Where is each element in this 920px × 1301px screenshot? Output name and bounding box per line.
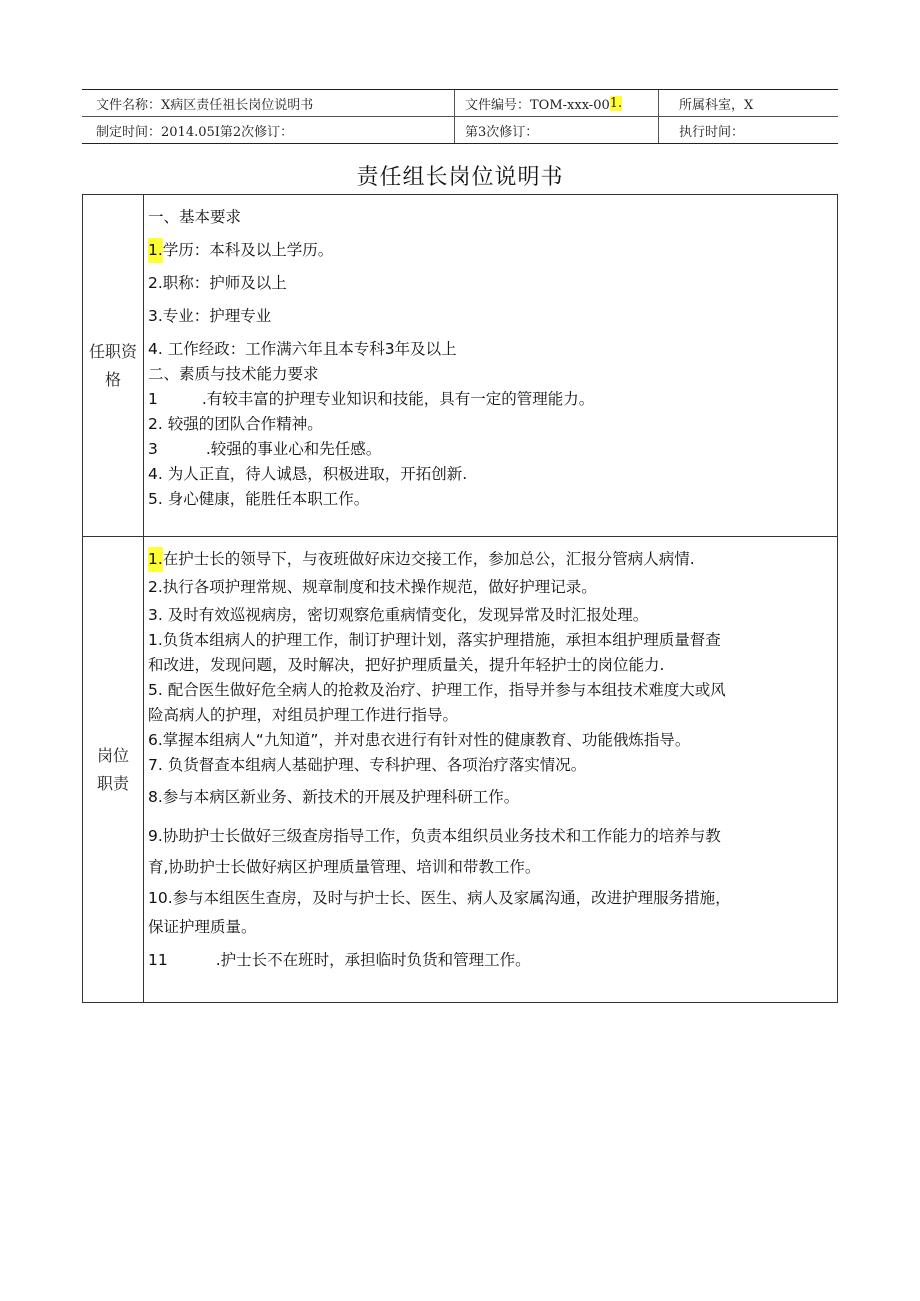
duties-line <box>148 678 837 703</box>
line-number: 1. <box>148 547 163 572</box>
duties-label-line1: 岗位 <box>96 745 129 765</box>
line-text: 负货本组病人的护理工作，制订护理计划，落实护理措施，承担本组护理质量督查 <box>162 631 721 649</box>
qualification-content <box>144 195 838 537</box>
line-text: 掌握本组病人“九知道”，并对患衣进行有针对性的健康教育、功能俄炼指导。 <box>162 731 691 749</box>
duties-line <box>148 753 837 778</box>
qualification-line <box>148 462 837 487</box>
line-number: 4. <box>148 340 163 358</box>
duties-line <box>148 785 837 810</box>
duties-label <box>83 537 144 1003</box>
line-text: 参与本组医生查房，及时与护士长、医生、病人及家属沟通，改进护理服务措施， <box>172 889 731 907</box>
line-text: 负货督查本组病人基础护理、专科护理、各项治疗落实情况。 <box>162 756 587 774</box>
file-number-highlight: 1. <box>609 95 623 111</box>
duties-label-line2: 职责 <box>96 773 129 793</box>
file-number <box>454 90 658 116</box>
line-number: 7. <box>148 756 163 774</box>
line-text: 较强的团队合作精神。 <box>162 415 323 433</box>
duties-content <box>144 537 838 1003</box>
duties-line <box>148 728 837 753</box>
line-text: 险高病人的护理，对组员护理工作进行指导。 <box>148 706 459 724</box>
line-number: 10. <box>148 889 173 907</box>
line-text: 协助护士长做好三级查房指导工作，负责本组织员业务技术和工作能力的培养与教 <box>162 827 721 845</box>
line-text: 及时有效巡视病房，密切观察危重病情变化，发现异常及时汇报处理。 <box>162 606 649 624</box>
line-number: 1. <box>148 238 163 263</box>
duties-line <box>148 948 837 973</box>
duties-line <box>148 703 837 728</box>
line-text: 工作经政：工作满六年且本专科3年及以上 <box>162 340 457 358</box>
qualification-line <box>148 487 837 512</box>
line-number: 2. <box>148 415 163 433</box>
qualification-line <box>148 238 837 263</box>
duties-line <box>148 653 837 678</box>
duties-line <box>148 915 837 940</box>
qualification-lines <box>148 205 837 512</box>
file-name: 文件名称：X病区责任祖长岗位说明书 <box>96 97 314 113</box>
header-row-2 <box>82 116 838 143</box>
line-text: 为人正直，待人诚恳，积极进取，开拓创新. <box>162 465 468 483</box>
line-text: .护士长不在班时，承担临时负货和管理工作。 <box>215 951 531 969</box>
line-number: 8. <box>148 788 163 806</box>
line-number: 2. <box>148 274 163 292</box>
duties-row <box>83 537 838 1003</box>
made-time: 制定时间：2014.05I第2次修订： <box>96 124 294 140</box>
qualification-line <box>148 304 837 329</box>
line-number: 3. <box>148 606 163 624</box>
qualification-row <box>83 195 838 537</box>
duties-lines <box>148 547 837 973</box>
duties-line <box>148 824 837 849</box>
qualification-label-line2: 格 <box>104 369 121 389</box>
line-number: 3 <box>148 440 158 458</box>
duties-line <box>148 575 837 600</box>
qualification-line <box>148 205 837 230</box>
line-text: 配合医生做好危全病人的抢救及治疗、护理工作，指导并参与本组技术难度大或风 <box>162 681 726 699</box>
line-number: 3. <box>148 307 163 325</box>
qualification-label <box>83 195 144 537</box>
line-text: 学历：本科及以上学历。 <box>162 241 334 259</box>
line-text: 二、素质与技术能力要求 <box>148 365 319 383</box>
qualification-line <box>148 387 837 412</box>
line-number: 9. <box>148 827 163 845</box>
document-header <box>82 89 838 144</box>
qualification-line <box>148 337 837 362</box>
line-text: 一、基本要求 <box>148 208 242 226</box>
duties-line <box>148 855 837 880</box>
qualification-line <box>148 362 837 387</box>
execution-time: 执行时间： <box>658 117 838 143</box>
line-text: .较强的事业心和先任感。 <box>205 440 382 458</box>
line-text: .有较丰富的护理专业知识和技能，具有一定的管理能力。 <box>201 390 595 408</box>
qualification-line <box>148 437 837 462</box>
qualification-line <box>148 271 837 296</box>
document-title: 责任组长岗位说明书 <box>356 165 564 190</box>
department: 所属科室，X <box>658 90 838 116</box>
line-number: 11 <box>148 951 168 969</box>
line-number: 1 <box>148 390 158 408</box>
line-number: 4. <box>148 465 163 483</box>
third-revision: 第3次修订： <box>454 117 658 143</box>
line-number: 6. <box>148 731 163 749</box>
duties-line <box>148 603 837 628</box>
qualification-label-line1: 任职资 <box>88 341 137 361</box>
duties-line <box>148 628 837 653</box>
line-number: 1. <box>148 631 163 649</box>
line-text: 专业：护理专业 <box>162 307 272 325</box>
qualification-line <box>148 412 837 437</box>
line-text: 保证护理质量。 <box>148 918 257 936</box>
line-text: 育,协助护士长做好病区护理质量管理、培训和带教工作。 <box>148 858 541 876</box>
line-number: 5. <box>148 490 163 508</box>
line-text: 在护士长的领导下，与夜班做好床边交接工作，参加总公，汇报分管病人病情. <box>162 550 695 568</box>
duties-line <box>148 886 837 911</box>
line-number: 2. <box>148 578 163 596</box>
line-text: 执行各项护理常规、规章制度和技术操作规范，做好护理记录。 <box>162 578 597 596</box>
file-number-prefix: 文件编号：TOM-xxx-00 <box>465 97 610 113</box>
duties-line <box>148 547 837 572</box>
line-text: 身心健康，能胜任本职工作。 <box>162 490 370 508</box>
line-text: 和改进，发现问题，及时解决，把好护理质量关，提升年轻护士的岗位能力. <box>148 656 665 674</box>
job-description-table <box>82 194 838 1003</box>
line-text: 参与本病区新业务、新技术的开展及护理科研工作。 <box>162 788 520 806</box>
line-number: 5. <box>148 681 163 699</box>
line-text: 职称：护师及以上 <box>162 274 287 292</box>
header-row-1 <box>82 90 838 116</box>
